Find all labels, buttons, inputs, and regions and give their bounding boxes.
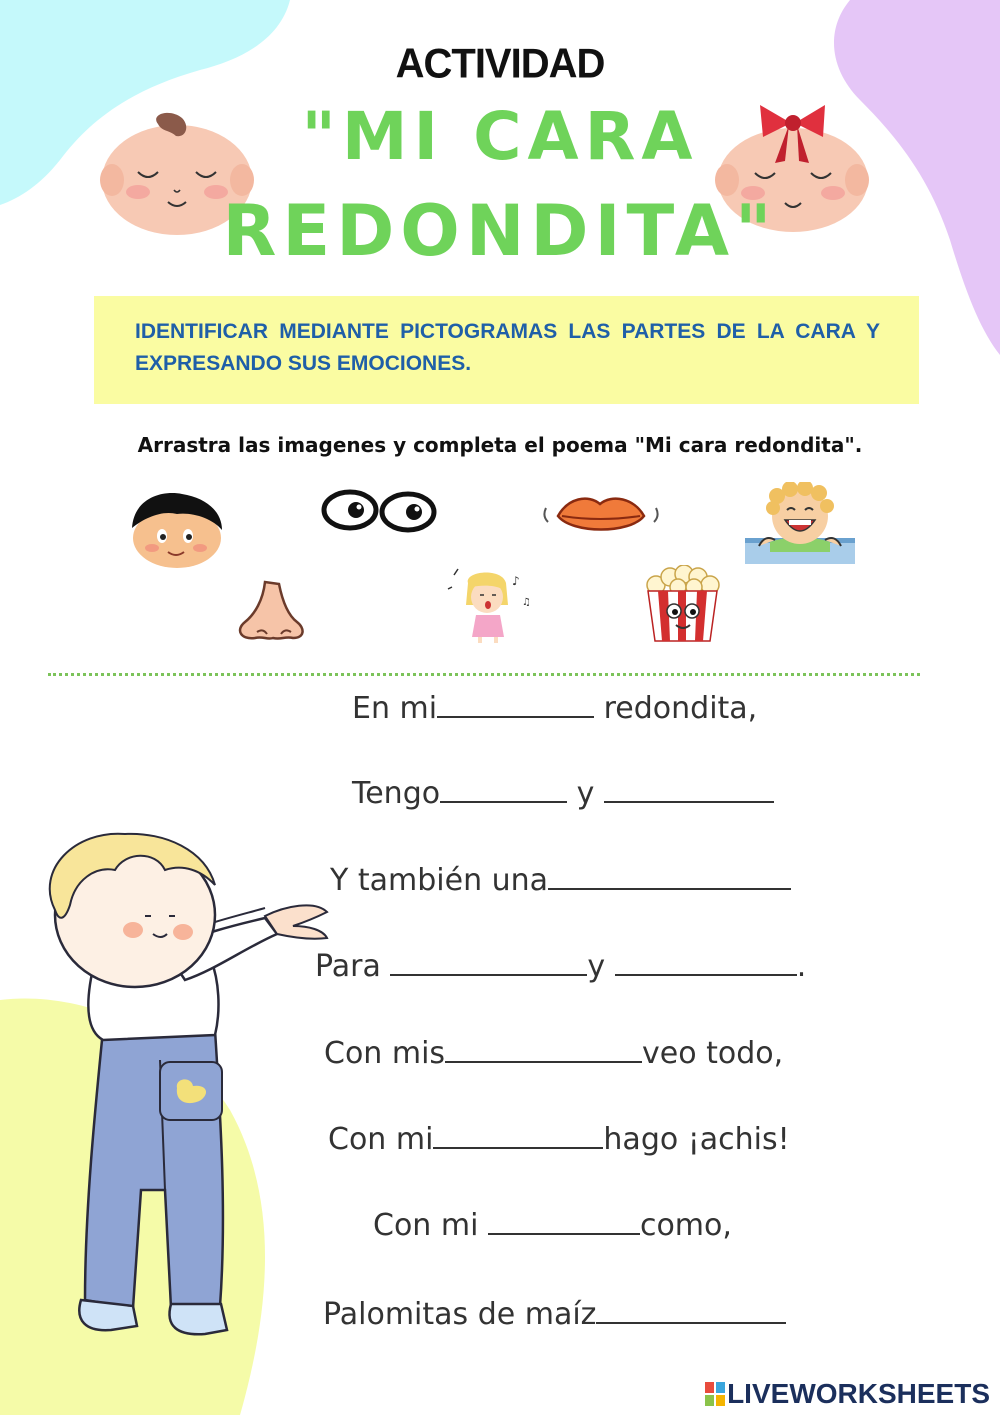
poem-blank-7[interactable] xyxy=(445,1035,642,1063)
objective-box xyxy=(94,296,919,404)
poem-line-4-middle: y xyxy=(587,949,615,984)
poem-line-2 xyxy=(352,775,774,811)
singing-girl-icon[interactable] xyxy=(442,565,534,645)
poem-line-6-before: Con mi xyxy=(328,1122,434,1157)
nose-icon[interactable] xyxy=(233,580,308,642)
poem-line-7-after: como, xyxy=(639,1208,732,1243)
poem-blank-5[interactable] xyxy=(390,948,587,976)
lips-icon[interactable] xyxy=(540,490,662,540)
poem-blank-8[interactable] xyxy=(433,1121,603,1149)
poem-line-6 xyxy=(328,1121,790,1157)
poem-line-1-after: redondita, xyxy=(594,691,758,726)
activity-label: ACTIVIDAD xyxy=(395,40,605,88)
poem-line-4-after: . xyxy=(796,949,807,984)
svg-text:♫: ♫ xyxy=(522,597,531,608)
brand-label: LIVEWORKSHEETS xyxy=(727,1378,990,1409)
poem-line-7-before: Con mi xyxy=(373,1208,488,1243)
poem-blank-9[interactable] xyxy=(488,1207,640,1235)
poem-line-1-before: En mi xyxy=(352,691,438,726)
poem-blank-1[interactable] xyxy=(437,690,594,718)
poem-line-3 xyxy=(330,862,791,898)
poem-blank-10[interactable] xyxy=(596,1296,786,1324)
poem-blank-6[interactable] xyxy=(615,948,797,976)
page-title-line-1: "MI CARA xyxy=(301,98,699,175)
poem-blank-3[interactable] xyxy=(604,775,774,803)
svg-text:♪: ♪ xyxy=(512,574,520,588)
poem-line-5-after: veo todo, xyxy=(642,1036,784,1071)
poem-blank-4[interactable] xyxy=(548,862,791,890)
poem-line-4-before: Para xyxy=(315,949,391,984)
poem-line-8 xyxy=(323,1296,786,1332)
dotted-divider xyxy=(48,673,920,676)
objective-text: IDENTIFICAR MEDIANTE PICTOGRAMAS LAS PARTES DE LA CARA Y EXPRESANDO SUS EMOCIONES. xyxy=(135,320,880,375)
poem-line-8-before: Palomitas de maíz xyxy=(323,1297,597,1332)
child-illustration xyxy=(15,830,340,1365)
liveworksheets-logo-icon xyxy=(705,1382,725,1406)
page-title-line-2: REDONDITA" xyxy=(222,190,778,272)
poem-line-5 xyxy=(324,1035,783,1071)
poem-line-5-before: Con mis xyxy=(324,1036,446,1071)
laughing-child-icon[interactable] xyxy=(745,482,855,564)
eyes-icon[interactable] xyxy=(320,488,438,534)
poem-blank-2[interactable] xyxy=(440,775,567,803)
poem-line-2-before: Tengo xyxy=(352,776,441,811)
poem-line-6-after: hago ¡achis! xyxy=(603,1122,790,1157)
instruction-text: Arrastra las imagenes y completa el poema "Mi cara redondita". xyxy=(137,433,863,457)
poem-line-4 xyxy=(315,948,806,984)
poem-line-2-middle: y xyxy=(567,776,604,811)
face-icon[interactable] xyxy=(122,490,232,570)
poem-line-3-before: Y también una xyxy=(330,863,549,898)
poem-line-7 xyxy=(373,1207,732,1243)
poem-line-1 xyxy=(352,690,757,726)
liveworksheets-brand[interactable] xyxy=(705,1378,990,1410)
popcorn-icon[interactable] xyxy=(640,565,725,643)
